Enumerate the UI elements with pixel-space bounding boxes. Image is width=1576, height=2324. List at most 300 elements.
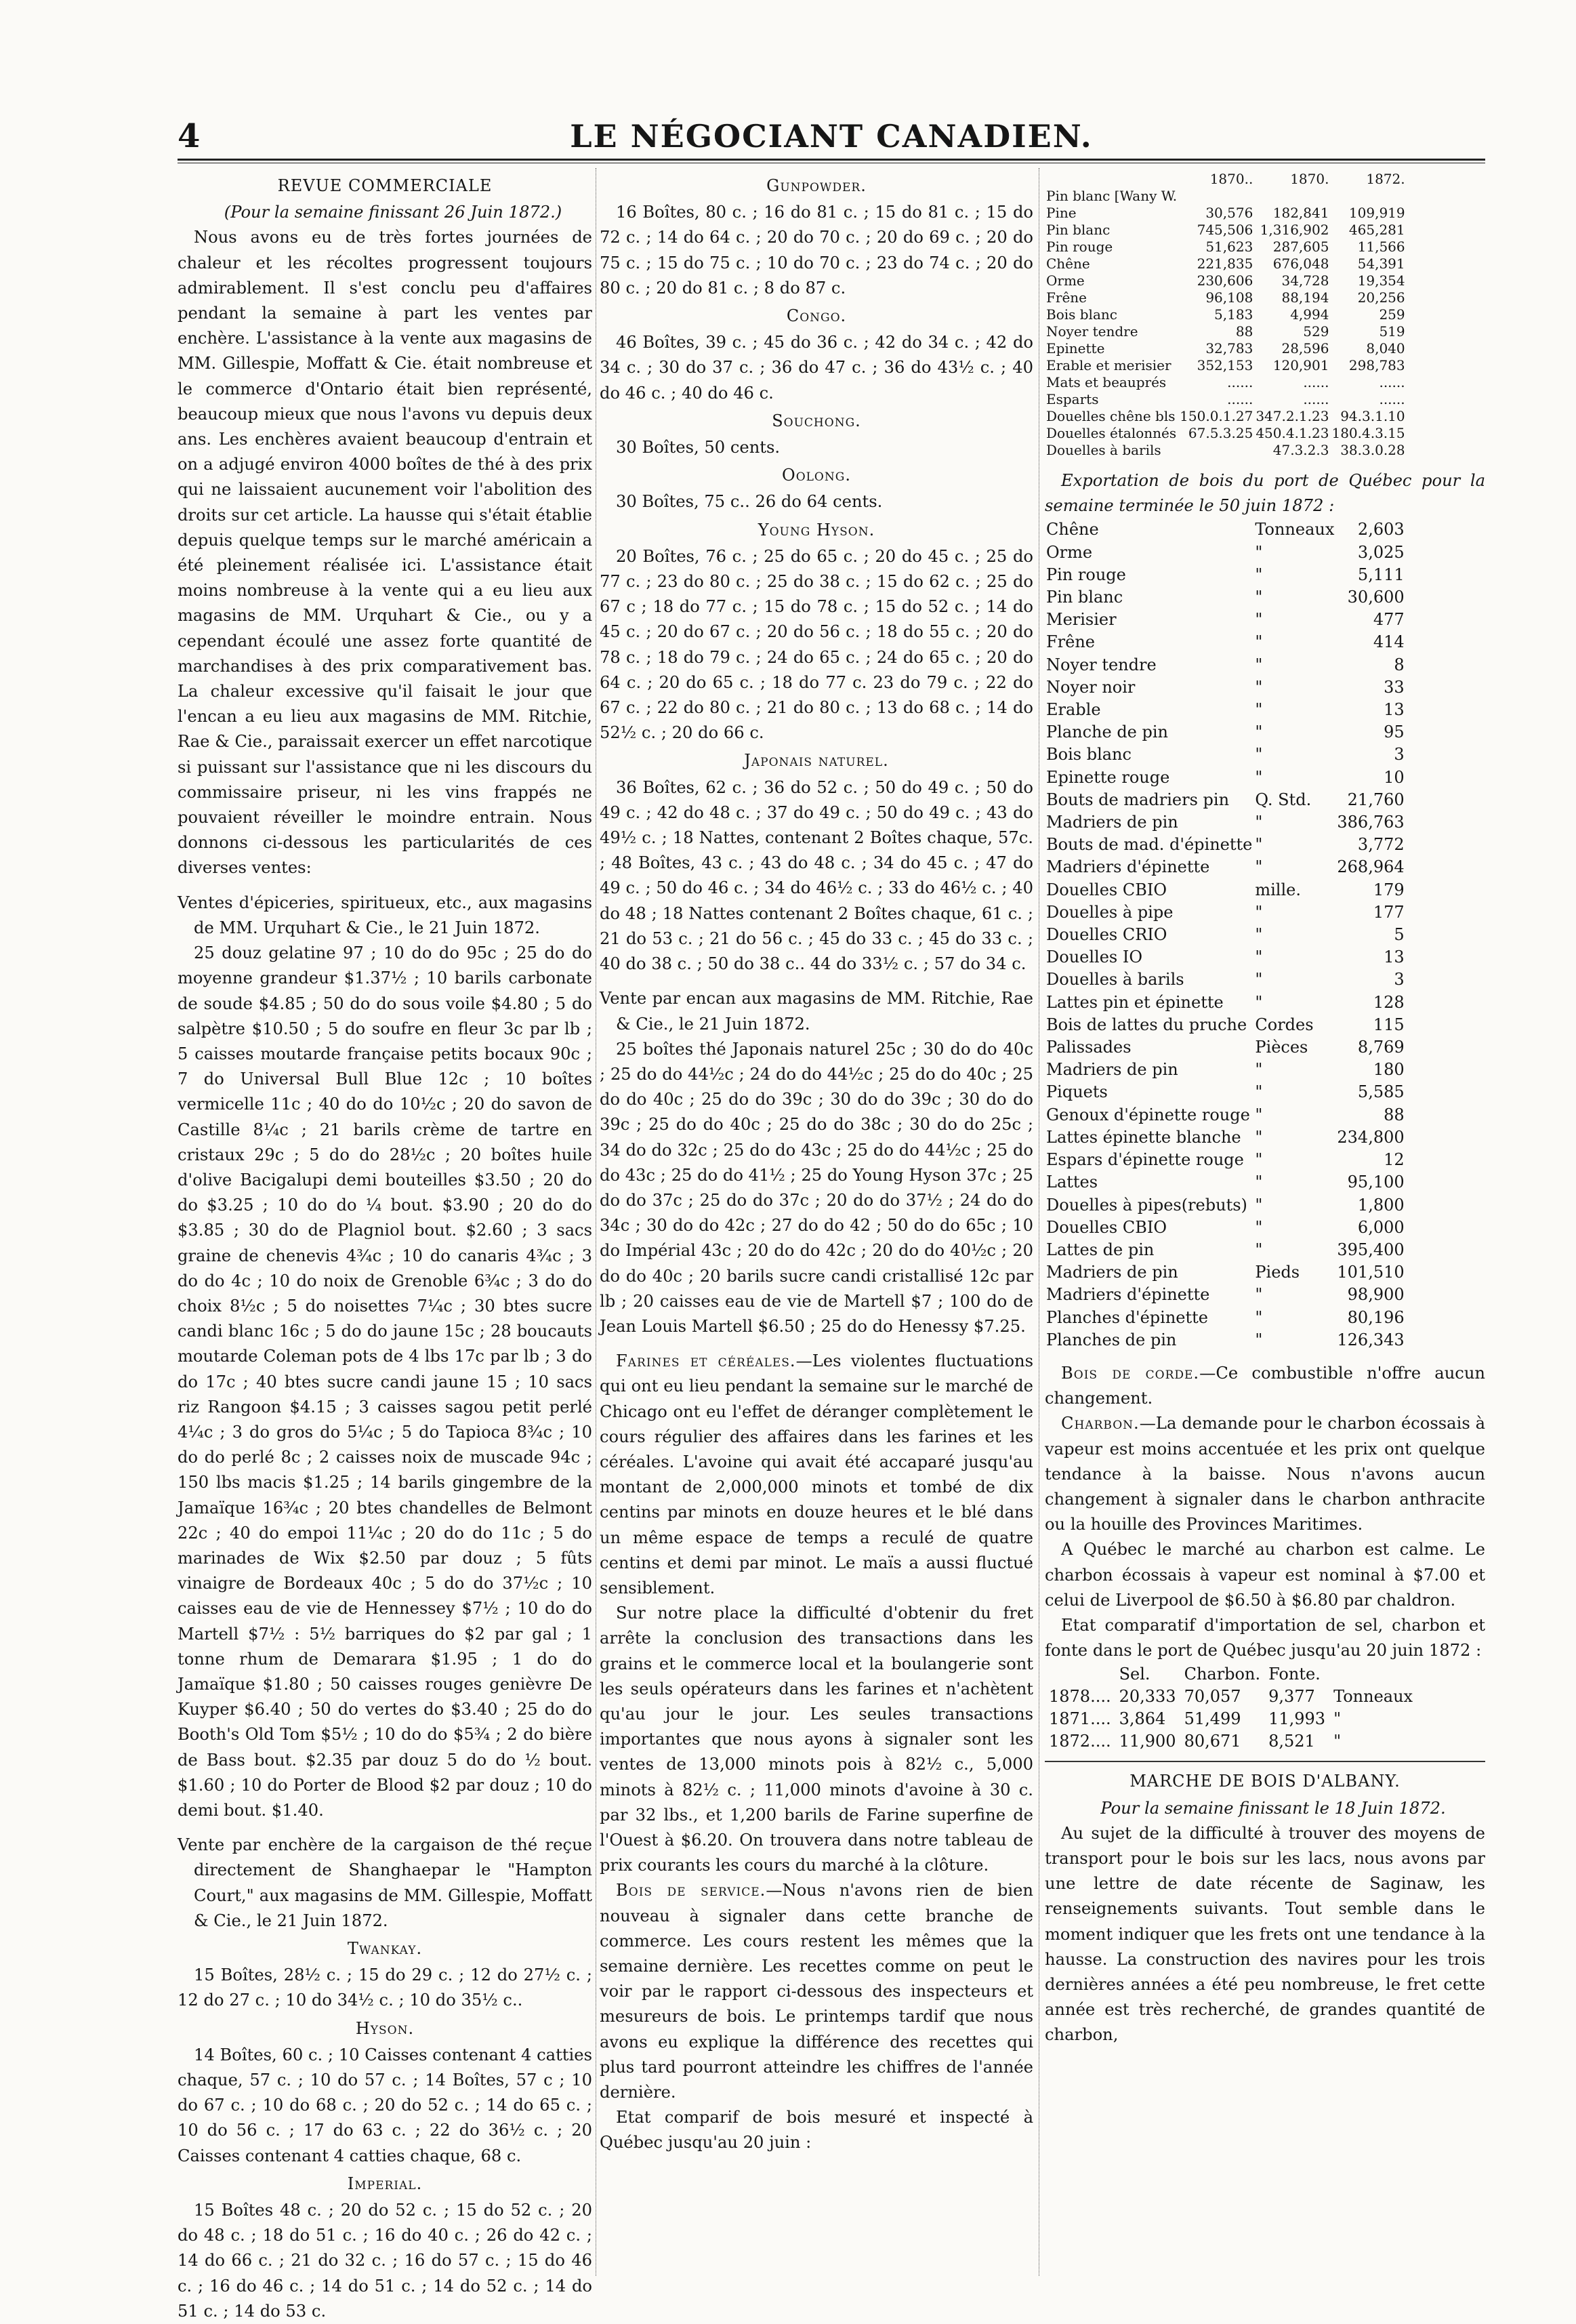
- exp-cell: ": [1255, 1060, 1263, 1080]
- exp-cell: Espars d'épinette rouge: [1046, 1150, 1244, 1170]
- exp-cell: ": [1255, 745, 1263, 765]
- exp-cell: Madriers de pin: [1046, 1263, 1178, 1282]
- stats-cell: ......: [1379, 374, 1405, 390]
- exp-cell: ": [1255, 1217, 1263, 1237]
- exp-row: [1045, 721, 1406, 743]
- exp-cell: ": [1255, 925, 1263, 945]
- stats-cell: [1178, 188, 1254, 205]
- exp-row: [1045, 1194, 1406, 1217]
- exp-row: [1045, 1239, 1406, 1261]
- exp-row: [1045, 901, 1406, 924]
- exp-row: [1045, 946, 1406, 969]
- exp-cell: ": [1255, 700, 1263, 720]
- congo-text: 46 Boîtes, 39 c. ; 45 do 36 c. ; 42 do 34 c. ; 42 do 34 c. ; 30 do 37 c. ; 36 do 47 c. ; 36 do 43½ c. ; 40 do 46 c. ; 40 do 46 c.: [600, 333, 1033, 403]
- exp-row: [1045, 609, 1406, 631]
- exp-row: [1045, 564, 1406, 586]
- stats-cell: 1870.: [1290, 171, 1329, 187]
- corde-heading: Bois de corde.: [1061, 1363, 1200, 1383]
- stats-cell: 221,835: [1197, 256, 1253, 272]
- column-3: [1045, 171, 1485, 2279]
- exp-cell: ": [1255, 632, 1263, 652]
- albany-text: Au sujet de la difficulté à trouver des moyens de transport pour le bois sur les lacs, nous avons par une lettre de date récente de Saginaw, les renseignements suivants. Tout semble dans le moment indiquer que les frets ont une tendance à la hausse. La construction des navires pour les trois dernières années a été peu nombreuse, le fret cette année est très recherché, de grandes quantité de charbon,: [1045, 1823, 1485, 2045]
- stats-row: [1045, 306, 1407, 323]
- stats-cell: 230,606: [1197, 272, 1253, 289]
- exp-cell: Lattes épinette blanche: [1046, 1127, 1241, 1147]
- export-title: Exportation de bois du port de Québec pour la semaine terminée le 50 juin 1872 :: [1045, 471, 1485, 516]
- stats-cell: 96,108: [1205, 289, 1253, 306]
- exp-cell: 95: [1384, 722, 1405, 742]
- exp-cell: Noyer tendre: [1046, 655, 1157, 674]
- exp-row: [1045, 1104, 1406, 1126]
- import-cell: 11,993: [1268, 1709, 1326, 1729]
- quebec-paragraph: A Québec le marché au charbon est calme. Le charbon écossais à vapeur est nominal à $7.00 et celui de Liverpool de $6.50 à $6.80 par chaldron.: [1045, 1540, 1485, 1610]
- stats-cell: 28,596: [1281, 340, 1329, 356]
- stats-cell: Esparts: [1046, 391, 1099, 407]
- stats-cell: ......: [1227, 374, 1253, 390]
- exp-row: [1045, 767, 1406, 789]
- charbon-paragraph: [1045, 1411, 1485, 1537]
- revue-subheading: (Pour la semaine finissant 26 Juin 1872.): [224, 203, 562, 222]
- exp-cell: ": [1255, 610, 1263, 630]
- exp-cell: Douelles à barils: [1046, 970, 1184, 990]
- exp-cell: Planches d'épinette: [1046, 1307, 1208, 1327]
- exp-cell: Palissades: [1046, 1038, 1132, 1057]
- bois-text: —Nous n'avons rien de bien nouveau à signaler dans cette branche de commerce. Les cours restent les mêmes que la semaine dernière. Les recettes comme on peut le voir par le rapport ci-dessous des inspecteurs et mesureurs de bois. Le printemps tardif que nous avons eu explique la différence des recettes qui plus tard pourront atteindre les chiffres de l'année dernière.: [600, 1881, 1034, 2102]
- wood-statistics-table: [1045, 171, 1407, 459]
- stats-cell: 19,354: [1357, 272, 1405, 289]
- exp-cell: 395,400: [1337, 1240, 1405, 1259]
- exp-cell: Cordes: [1255, 1015, 1314, 1034]
- import-row: [1045, 1708, 1417, 1730]
- exp-row: [1045, 924, 1406, 946]
- twankay-heading: Twankay.: [347, 1939, 423, 1959]
- exp-row: [1045, 1307, 1406, 1329]
- exp-cell: Lattes pin et épinette: [1046, 992, 1224, 1012]
- stats-row: [1045, 188, 1407, 205]
- stats-cell: 5,183: [1214, 306, 1253, 323]
- stats-cell: ......: [1379, 391, 1405, 407]
- fret-paragraph: Sur notre place la difficulté d'obtenir du fret arrête la conclusion des transactions dans les grains et le commerce local et la boulangerie sont les seuls opérateurs dans les farines et n'achètent qu'au jour le jour. Les seules transactions importantes que nous ayons à signaler sont les ventes de 13,000 minots pois à 82½ c., 5,000 minots à 82½ c. ; 11,000 minots d'avoine à 30 c. par 32 lbs., et 1,200 barils de Farine superfine de l'Ouest à $6.20. On trouvera dans notre tableau de prix courants les cours du marché à la clôture.: [600, 1604, 1033, 1875]
- exp-cell: 21,760: [1347, 790, 1405, 809]
- page-number: 4: [178, 117, 201, 155]
- stats-cell: 347.2.1.23: [1256, 408, 1329, 424]
- exp-cell: ": [1255, 1307, 1263, 1327]
- import-cell: 8,521: [1268, 1732, 1315, 1751]
- exp-cell: Pin blanc: [1046, 588, 1123, 607]
- exp-cell: Epinette rouge: [1046, 767, 1170, 787]
- albany-subheading: Pour la semaine finissant le 18 Juin 1872.: [1100, 1798, 1446, 1818]
- exp-cell: Planches de pin: [1046, 1330, 1177, 1349]
- exp-cell: ": [1255, 588, 1263, 607]
- exp-cell: Pièces: [1255, 1038, 1308, 1057]
- exp-cell: ": [1255, 1150, 1263, 1170]
- stats-cell: ......: [1303, 374, 1329, 390]
- import-cell: 80,671: [1184, 1732, 1241, 1751]
- exp-cell: Madriers de pin: [1046, 1060, 1178, 1080]
- exp-cell: 5: [1394, 925, 1405, 945]
- stats-row: [1045, 357, 1407, 374]
- exp-cell: Orme: [1046, 542, 1093, 562]
- import-title: Etat comparatif d'importation de sel, charbon et fonte dans le port de Québec jusqu'au 20 juin 1872 :: [1045, 1615, 1485, 1660]
- stats-cell: 259: [1379, 306, 1405, 323]
- import-cell: Charbon.: [1184, 1665, 1261, 1684]
- import-table: [1045, 1663, 1417, 1753]
- sale3-title: Vente par encan aux magasins de MM. Ritchie, Rae & Cie., le 21 Juin 1872.: [600, 989, 1033, 1034]
- exp-cell: ": [1255, 1330, 1263, 1349]
- stats-cell: Douelles étalonnés: [1046, 425, 1177, 441]
- gunpowder-heading: Gunpowder.: [766, 176, 867, 195]
- exp-cell: 128: [1373, 992, 1405, 1012]
- exp-cell: 2,603: [1357, 520, 1405, 539]
- sale3-text: 25 boîtes thé Japonais naturel 25c ; 30 do do 40c ; 25 do do 44½c ; 24 do do 44½c ; 25 do do 40c ; 25 do do 40c ; 25 do do 39c ; 30 do do 39c ; 30 do do 39c ; 25 do do 40c ; 25 do do 38c ; 30 do do 25c ; 34 do do 32c ; 25 do do 43c ; 25 do do 44½c ; 25 do do 43c ; 25 do do 41½ ; 25 do Young Hyson 37c ; 25 do do 37c ; 25 do do 37c ; 20 do do 37½ ; 24 do do 34c ; 30 do do 42c ; 27 do do 42 ; 50 do do 65c ; 10 do Impérial 43c ; 20 do do 42c ; 20 do do 40½c ; 20 do do 40c ; 20 barils sucre candi cristallisé 12c par lb ; 20 caisses eau de vie de Martell $7 ; 100 do de Jean Louis Martell $6.50 ; 25 do do Henessy $7.25.: [600, 1039, 1033, 1336]
- stats-cell: 182,841: [1272, 205, 1329, 221]
- exp-cell: 268,964: [1337, 857, 1405, 877]
- import-cell: 20,333: [1119, 1687, 1176, 1707]
- exp-row: [1045, 856, 1406, 878]
- import-row: [1045, 1730, 1417, 1753]
- section-rule: [1045, 1761, 1485, 1762]
- stats-cell: Pin blanc [Wany W.: [1046, 188, 1178, 204]
- exp-cell: Lattes de pin: [1046, 1240, 1155, 1259]
- gunpowder-text: 16 Boîtes, 80 c. ; 16 do 81 c. ; 15 do 81 c. ; 15 do 72 c. ; 14 do 64 c. ; 20 do 70 c. ; 20 do 69 c. ; 20 do 75 c. ; 15 do 75 c. ; 10 do 70 c. ; 23 do 74 c. ; 20 do 80 c. ; 20 do 81 c. ; 8 do 87 c.: [600, 203, 1033, 298]
- stats-cell: 180.4.3.15: [1331, 425, 1405, 441]
- stats-row: [1045, 408, 1407, 425]
- stats-cell: Epinette: [1046, 340, 1105, 356]
- exp-cell: 101,510: [1337, 1263, 1405, 1282]
- hyson-heading: Hyson.: [355, 2018, 415, 2038]
- exp-cell: Madriers d'épinette: [1046, 857, 1210, 877]
- import-cell: 9,377: [1268, 1687, 1315, 1707]
- souchong-heading: Souchong.: [772, 411, 861, 430]
- exp-cell: ": [1255, 1240, 1263, 1259]
- stats-row: [1045, 323, 1407, 340]
- exp-row: [1045, 542, 1406, 564]
- stats-cell: 109,919: [1348, 205, 1405, 221]
- hyson-text: 14 Boîtes, 60 c. ; 10 Caisses contenant 4 catties chaque, 57 c. ; 10 do 57 c. ; 14 Boîtes, 57 c ; 10 do 67 c. ; 10 do 68 c. ; 20 do 52 c. ; 14 do 65 c. ; 10 do 56 c. ; 17 do 63 c. ; 22 do 36½ c. ; 20 Caisses contenant 4 catties chaque, 68 c.: [178, 2045, 592, 2165]
- stats-cell: [1178, 442, 1254, 459]
- stats-row: [1045, 289, 1407, 306]
- exp-cell: Douelles à pipe: [1046, 902, 1174, 922]
- exp-cell: Tonneaux: [1255, 520, 1335, 539]
- charbon-text: —La demande pour le charbon écossais à vapeur est moins accentuée et les prix ont quelque tendance à la baisse. Nous n'avons aucun changement à signaler dans le charbon anthracite ou la houille des Provinces Maritimes.: [1045, 1414, 1485, 1534]
- stats-cell: 120,901: [1272, 357, 1329, 373]
- exp-cell: ": [1255, 1105, 1263, 1124]
- farines-heading: Farines et céréales.: [616, 1351, 796, 1371]
- stats-row: [1045, 205, 1407, 222]
- exp-row: [1045, 834, 1406, 856]
- stats-cell: Douelles à barils: [1046, 442, 1161, 458]
- stats-cell: Frêne: [1046, 289, 1087, 306]
- stats-cell: ......: [1303, 391, 1329, 407]
- stats-row: [1045, 374, 1407, 391]
- import-cell: Sel.: [1119, 1665, 1150, 1684]
- stats-row: [1045, 442, 1407, 459]
- stats-cell: Mats et beauprés: [1046, 374, 1167, 390]
- exp-cell: 10: [1384, 767, 1405, 787]
- exp-row: [1045, 1126, 1406, 1149]
- exp-cell: ": [1255, 542, 1263, 562]
- import-cell: ": [1333, 1709, 1342, 1729]
- exp-row: [1045, 1081, 1406, 1103]
- stats-cell: 745,506: [1197, 222, 1253, 238]
- exp-row: [1045, 1149, 1406, 1171]
- stats-cell: 11,566: [1357, 239, 1405, 255]
- stats-cell: 8,040: [1366, 340, 1405, 356]
- page-header: [178, 117, 1485, 155]
- exp-cell: 98,900: [1347, 1285, 1405, 1305]
- exp-row: [1045, 518, 1406, 541]
- column-2: [600, 171, 1033, 2279]
- exp-cell: Douelles CBIO: [1046, 1217, 1167, 1237]
- albany-heading: MARCHE DE BOIS D'ALBANY.: [1129, 1772, 1401, 1791]
- exp-row: [1045, 1014, 1406, 1036]
- exp-cell: 115: [1373, 1015, 1405, 1034]
- exp-cell: Pin rouge: [1046, 565, 1126, 584]
- exp-cell: 95,100: [1347, 1173, 1405, 1192]
- exp-cell: Douelles CRIO: [1046, 925, 1167, 945]
- stats-cell: 67.5.3.25: [1188, 425, 1253, 441]
- stats-cell: 88,194: [1281, 289, 1329, 306]
- exp-cell: Bois blanc: [1046, 745, 1132, 765]
- import-cell: ": [1333, 1732, 1342, 1751]
- etat-paragraph: Etat comparif de bois mesuré et inspecté à Québec jusqu'au 20 juin :: [600, 2108, 1033, 2153]
- stats-row: [1045, 340, 1407, 357]
- exp-cell: Merisier: [1046, 610, 1117, 630]
- exp-row: [1045, 1217, 1406, 1239]
- exp-cell: 179: [1373, 880, 1405, 899]
- stats-cell: 450.4.1.23: [1256, 425, 1329, 441]
- oolong-text: 30 Boîtes, 75 c.. 26 do 64 cents.: [616, 492, 883, 512]
- exp-cell: 1,800: [1357, 1195, 1405, 1215]
- export-table: [1045, 518, 1406, 1351]
- exp-cell: Douelles CBIO: [1046, 880, 1167, 899]
- stats-cell: 94.3.1.10: [1340, 408, 1405, 424]
- exp-cell: ": [1255, 857, 1263, 877]
- bois-heading: Bois de service.: [616, 1881, 766, 1900]
- stats-cell: 51,623: [1205, 239, 1253, 255]
- exp-cell: ": [1255, 835, 1263, 855]
- exp-cell: 88: [1384, 1105, 1405, 1124]
- exp-cell: Planche de pin: [1046, 722, 1169, 742]
- oolong-heading: Oolong.: [782, 466, 851, 485]
- stats-row: [1045, 425, 1407, 442]
- twankay-text: 15 Boîtes, 28½ c. ; 15 do 29 c. ; 12 do 27½ c. ; 12 do 27 c. ; 10 do 34½ c. ; 10 do 35½ c..: [178, 1965, 592, 2010]
- stats-cell: Chêne: [1046, 256, 1090, 272]
- exp-cell: ": [1255, 992, 1263, 1012]
- stats-cell: 38.3.0.28: [1340, 442, 1405, 458]
- farines-text: —Les violentes fluctuations qui ont eu lieu pendant la semaine sur le marché de Chicago ont eu l'effet de déranger complètement le cours régulier des affaires dans les farines et les céréales. L'avoine qui avait été accaparé jusqu'au montant de 2,000,000 minots et tombé de dix centins par minots en douze heures et le blé dans un même espace de temps a reculé de quatre centins et demi par minot. Le maïs a aussi fluctué sensiblement.: [600, 1351, 1033, 1597]
- exp-cell: ": [1255, 813, 1263, 832]
- import-row: [1045, 1686, 1417, 1708]
- stats-row: [1045, 256, 1407, 272]
- exp-cell: 6,000: [1357, 1217, 1405, 1237]
- exp-row: [1045, 789, 1406, 811]
- exp-cell: 177: [1373, 902, 1405, 922]
- exp-cell: 414: [1373, 632, 1405, 652]
- stats-row: [1045, 272, 1407, 289]
- exp-cell: 3: [1394, 970, 1405, 990]
- exp-cell: 33: [1384, 677, 1405, 697]
- exp-cell: 5,585: [1357, 1082, 1405, 1102]
- exp-cell: Madriers d'épinette: [1046, 1285, 1210, 1305]
- stats-row: [1045, 391, 1407, 408]
- column-1: [178, 171, 592, 2321]
- exp-cell: 3,772: [1357, 835, 1405, 855]
- exp-cell: 477: [1373, 610, 1405, 630]
- exp-cell: 180: [1373, 1060, 1405, 1080]
- import-row: [1045, 1663, 1417, 1686]
- import-cell: Fonte.: [1268, 1665, 1321, 1684]
- exp-row: [1045, 1261, 1406, 1284]
- exp-cell: Chêne: [1046, 520, 1099, 539]
- stats-cell: ......: [1227, 391, 1253, 407]
- import-cell: 11,900: [1119, 1732, 1176, 1751]
- import-cell: 1871....: [1049, 1709, 1111, 1729]
- stats-cell: Pin blanc: [1046, 222, 1111, 238]
- exp-cell: 3: [1394, 745, 1405, 765]
- stats-row: [1045, 239, 1407, 256]
- stats-cell: Pine: [1046, 205, 1077, 221]
- stats-cell: 287,605: [1272, 239, 1329, 255]
- charbon-heading: Charbon.: [1061, 1414, 1140, 1433]
- exp-cell: 13: [1384, 700, 1405, 720]
- stats-cell: 88: [1235, 323, 1253, 340]
- revue-intro: Nous avons eu de très fortes journées de chaleur et les récoltes progressent toujours admirablement. Il s'est conclu peu d'affaires pendant la semaine à part les ventes par enchère. L'assistance à la vente aux magasins de MM. Gillespie, Moffatt & Cie. était nombreuse et le commerce d'Ontario était bien représenté, beaucoup mieux que nous l'avons vu depuis deux ans. Les enchères avaient beaucoup d'entrain et on a adjugé environ 4000 boîtes de thé à des prix qui ne laissaient aucunement voir l'abolition des droits sur cet article. La hausse qui s'était établie depuis quelque temps sur le marché américain a été pleinement réalisée ici. L'assistance était moins nombreuse à la vente qui a eu lieu aux magasins de MM. Urquhart & Cie., ou y a cependant écoulé une assez forte quantité de marchandises à des prix comparativement bas. La chaleur excessive qu'il faisait le jour que l'encan a eu lieu aux magasins de MM. Ritchie, Rae & Cie., paraissait exercer un effet narcotique si puissant sur l'assistance que ni les discours du commissaire priseur, ni les vins frappés ne pouvaient réveiller le moindre entrain. Nous donnons ci-dessous les particularités de ces diverses ventes:: [178, 228, 592, 878]
- exp-cell: 3,025: [1357, 542, 1405, 562]
- exp-row: [1045, 586, 1406, 609]
- import-cell: [1329, 1663, 1417, 1686]
- exp-cell: ": [1255, 767, 1263, 787]
- import-cell: 1872....: [1049, 1732, 1111, 1751]
- exp-cell: Frêne: [1046, 632, 1095, 652]
- stats-cell: 529: [1303, 323, 1329, 340]
- exp-cell: Madriers de pin: [1046, 813, 1178, 832]
- exp-cell: 126,343: [1337, 1330, 1405, 1349]
- exp-cell: 8: [1394, 655, 1405, 674]
- exp-cell: 8,769: [1357, 1038, 1405, 1057]
- import-cell: 3,864: [1119, 1709, 1166, 1729]
- exp-cell: Q. Std.: [1255, 790, 1312, 809]
- stats-cell: 20,256: [1357, 289, 1405, 306]
- stats-cell: 676,048: [1272, 256, 1329, 272]
- bois-paragraph: [600, 1878, 1033, 2105]
- exp-cell: ": [1255, 1285, 1263, 1305]
- masthead-title: LE NÉGOCIANT CANADIEN.: [570, 118, 1093, 155]
- import-cell: 1878....: [1049, 1687, 1111, 1707]
- stats-cell: [1254, 188, 1330, 205]
- exp-cell: Genoux d'épinette rouge: [1046, 1105, 1250, 1124]
- exp-cell: 386,763: [1337, 813, 1405, 832]
- exp-cell: ": [1255, 1173, 1263, 1192]
- import-cell: 51,499: [1184, 1709, 1241, 1729]
- young-hyson-heading: Young Hyson.: [758, 520, 875, 539]
- farines-paragraph: [600, 1349, 1033, 1601]
- stats-cell: 1870..: [1209, 171, 1253, 187]
- exp-cell: ": [1255, 1082, 1263, 1102]
- young-hyson-text: 20 Boîtes, 76 c. ; 25 do 65 c. ; 20 do 45 c. ; 25 do 77 c. ; 23 do 80 c. ; 25 do 38 c. ; 15 do 62 c. ; 25 do 67 c ; 18 do 77 c. ; 15 do 78 c. ; 15 do 52 c. ; 14 do 45 c. ; 20 do 67 c. ; 20 do 56 c. ; 18 do 55 c. ; 20 do 78 c. ; 18 do 79 c. ; 24 do 65 c. ; 24 do 65 c. ; 20 do 64 c. ; 20 do 65 c. ; 18 do 77 c. 23 do 79 c. ; 22 do 67 c. ; 22 do 80 c. ; 21 do 80 c. ; 13 do 68 c. ; 14 do 52½ c. ; 20 do 66 c.: [600, 546, 1033, 743]
- exp-cell: 30,600: [1347, 588, 1405, 607]
- stats-cell: 34,728: [1281, 272, 1329, 289]
- exp-cell: Pieds: [1255, 1263, 1300, 1282]
- stats-cell: 519: [1379, 323, 1405, 340]
- exp-row: [1045, 1284, 1406, 1306]
- exp-cell: Bouts de madriers pin: [1046, 790, 1230, 809]
- exp-cell: Bouts de mad. d'épinette: [1046, 835, 1253, 855]
- imperial-text: 15 Boîtes 48 c. ; 20 do 52 c. ; 15 do 52 c. ; 20 do 48 c. ; 18 do 51 c. ; 16 do 40 c. ; 26 do 42 c. ; 14 do 66 c. ; 21 do 32 c. ; 16 do 57 c. ; 15 do 46 c. ; 16 do 46 c. ; 14 do 51 c. ; 14 do 52 c. ; 14 do 51 c. ; 14 do 53 c.: [178, 2201, 592, 2321]
- stats-cell: 298,783: [1348, 357, 1405, 373]
- stats-cell: 32,783: [1205, 340, 1253, 356]
- exp-row: [1045, 676, 1406, 699]
- exp-cell: 5,111: [1357, 565, 1405, 584]
- japonais-heading: Japonais naturel.: [744, 751, 889, 771]
- stats-cell: 30,576: [1205, 205, 1253, 221]
- stats-cell: Bois blanc: [1046, 306, 1117, 323]
- sale2-title: Vente par enchère de la cargaison de thé reçue directement de Shanghaepar le "Hampton Court," aux magasins de MM. Gillespie, Moffatt & Cie., le 21 Juin 1872.: [178, 1835, 592, 1930]
- exp-row: [1045, 879, 1406, 901]
- exp-row: [1045, 1329, 1406, 1351]
- stats-cell: 352,153: [1197, 357, 1253, 373]
- stats-cell: 150.0.1.27: [1180, 408, 1253, 424]
- exp-cell: ": [1255, 1195, 1263, 1215]
- exp-cell: 234,800: [1337, 1127, 1405, 1147]
- exp-cell: ": [1255, 902, 1263, 922]
- exp-row: [1045, 699, 1406, 721]
- exp-cell: Lattes: [1046, 1173, 1098, 1192]
- imperial-heading: Imperial.: [347, 2174, 423, 2193]
- exp-row: [1045, 811, 1406, 834]
- revue-heading: REVUE COMMERCIALE: [277, 176, 493, 195]
- stats-cell: Pin rouge: [1046, 239, 1113, 255]
- stats-cell: 54,391: [1357, 256, 1405, 272]
- exp-cell: ": [1255, 947, 1263, 967]
- sale1-body: 25 douz gelatine 97 ; 10 do do 95c ; 25 do do moyenne grandeur $1.37½ ; 10 barils carbonate de soude $4.85 ; 50 do do sous voile $4.80 ; 5 do salpètre $10.50 ; 5 do soufre en fleur 3c par lb ; 5 caisses moutarde française petits bocaux 90c ; 7 do Universal Bull Blue 12c ; 10 boîtes vermicelle 11c ; 40 do do 10½c ; 20 do savon de Castille 8¼c ; 21 barils crème de tartre en cristaux 29c ; 5 do do 28½c ; 20 boîtes huile d'olive Bacigalupi demi bouteilles $3.50 ; 20 do do $3.25 ; 10 do do ¼ bout. $3.90 ; 20 do do $3.85 ; 30 do de Plagniol bout. $2.60 ; 3 sacs graine de chenevis 4¾c ; 10 do canaris 4¾c ; 3 do do 4c ; 10 do noix de Grenoble 6¾c ; 3 do do choix 8½c ; 5 do noisettes 7¼c ; 30 btes sucre candi blanc 16c ; 5 do do jaune 15c ; 28 boucauts moutarde Coleman pots de 4 lbs 17c par lb ; 3 do do 17c ; 40 btes sucre candi jaune 15 ; 10 sacs riz Rangoon $4.15 ; 3 caisses sagou petit perlé 4¼c ; 3 do gros do 5¼c ; 5 do Tapioca 8¾c ; 10 do do perlé 8c ; 2 caisses noix de muscade 94c ; 150 lbs macis $1.25 ; 14 barils gingembre de la Jamaïque 16¾c ; 20 btes chandelles de Belmont 22c ; 40 do empoi 11¼c ; 20 do do 11c ; 5 do marinades de Wix $2.50 par douz ; 5 fûts vinaigre de Bordeaux 40c ; 5 do do 37½c ; 10 caisses eau de vie de Hennessey $7½ ; 10 do do Martell $7½ : 5½ barriques do $2 par gal ; 1 tonne rhum de Demarara $1.95 ; 1 do do Jamaïque $1.80 ; 50 caisses rouges genièvre De Kuyper $6.40 ; 50 do vertes do $3.40 ; 25 do do Booth's Old Tom $5½ ; 10 do do $5¾ ; 2 do bière de Bass bout. $2.35 par douz 5 do do ½ bout. $1.60 ; 10 do Porter de Blood $2 par douz ; 10 do demi bout. $1.40.: [178, 943, 592, 1820]
- stats-cell: 1872.: [1366, 171, 1405, 187]
- header-rule: [178, 159, 1485, 161]
- exp-cell: Douelles IO: [1046, 947, 1143, 967]
- japonais-text: 36 Boîtes, 62 c. ; 36 do 52 c. ; 50 do 49 c. ; 50 do 49 c. ; 42 do 48 c. ; 37 do 49 c. ; 50 do 49 c. ; 43 do 49½ c. ; 18 Nattes, contenant 2 Boîtes chaque, 57c. ; 48 Boîtes, 43 c. ; 43 do 48 c. ; 34 do 45 c. ; 47 do 49 c. ; 50 do 46 c. ; 34 do 46½ c. ; 33 do 46½ c. ; 40 do 48 ; 18 Nattes contenant 2 Boîtes chaque, 61 c. ; 21 do 53 c. ; 21 do 56 c. ; 45 do 33 c. ; 45 do 33 c. ; 40 do 38 c. ; 50 do 38 c.. 44 do 33½ c. ; 57 do 34 c.: [600, 777, 1033, 974]
- stats-cell: 47.3.2.3: [1272, 442, 1329, 458]
- corde-paragraph: [1045, 1361, 1485, 1411]
- stats-cell: Erable et merisier: [1046, 357, 1171, 373]
- exp-row: [1045, 631, 1406, 653]
- stats-cell: 1,316,902: [1260, 222, 1329, 238]
- exp-cell: Bois de lattes du pruche: [1046, 1015, 1247, 1034]
- exp-row: [1045, 1059, 1406, 1081]
- stats-cell: Douelles chêne bls: [1046, 408, 1176, 424]
- import-cell: 70,057: [1184, 1687, 1241, 1707]
- exp-row: [1045, 1171, 1406, 1194]
- exp-cell: ": [1255, 655, 1263, 674]
- exp-row: [1045, 969, 1406, 991]
- exp-cell: mille.: [1255, 880, 1301, 899]
- exp-cell: Erable: [1046, 700, 1101, 720]
- stats-cell: [1330, 188, 1406, 205]
- stats-cell: [1045, 171, 1178, 188]
- exp-cell: Noyer noir: [1046, 677, 1136, 697]
- exp-row: [1045, 992, 1406, 1014]
- stats-row: [1045, 171, 1407, 188]
- exp-cell: 12: [1384, 1150, 1405, 1170]
- exp-cell: ": [1255, 1127, 1263, 1147]
- stats-cell: 465,281: [1348, 222, 1405, 238]
- exp-row: [1045, 743, 1406, 766]
- import-cell: [1045, 1663, 1115, 1686]
- sale1-title: Ventes d'épiceries, spiritueux, etc., aux magasins de MM. Urquhart & Cie., le 21 Juin 1872.: [178, 893, 592, 937]
- stats-cell: Noyer tendre: [1046, 323, 1138, 340]
- exp-cell: ": [1255, 722, 1263, 742]
- exp-cell: 80,196: [1347, 1307, 1405, 1327]
- exp-cell: ": [1255, 970, 1263, 990]
